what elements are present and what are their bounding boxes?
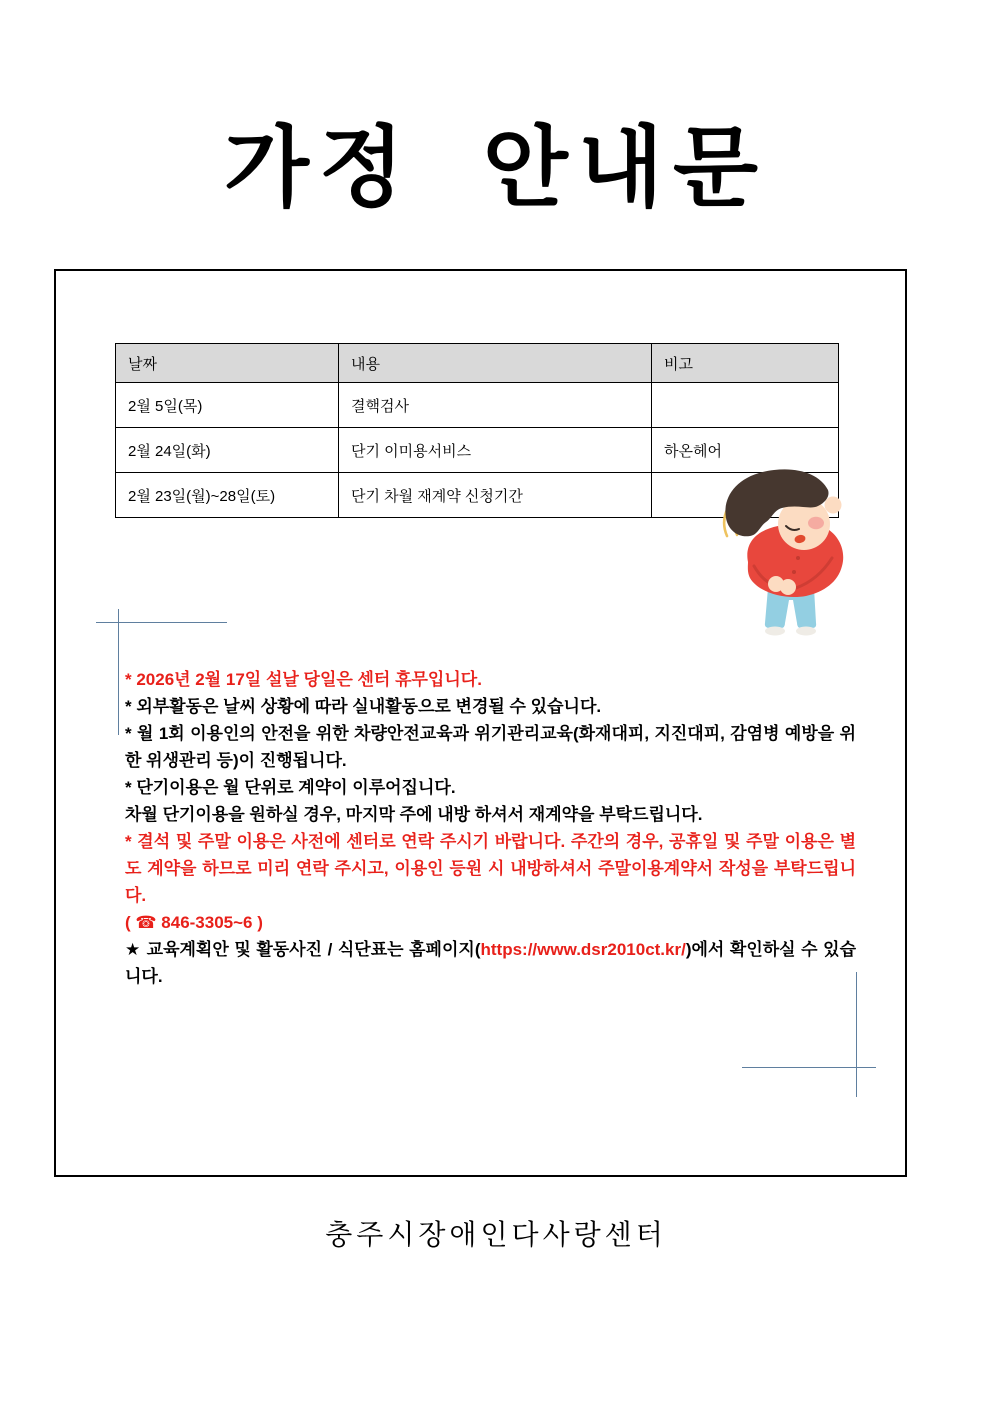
boy-shoe	[796, 627, 816, 636]
note-homepage	[125, 936, 856, 990]
center-name-footer: 충주시장애인다사랑센터	[325, 1220, 667, 1251]
cell-remark	[652, 383, 839, 428]
crop-mark-right-vertical	[856, 972, 857, 1097]
note-short-term: * 단기이용은 월 단위로 계약이 이루어집니다.	[125, 778, 456, 797]
page-title: 가정 안내문	[224, 118, 768, 217]
cell-content: 결핵검사	[339, 383, 652, 428]
table-row	[116, 383, 839, 428]
note-outdoor: * 외부활동은 날씨 상황에 따라 실내활동으로 변경될 수 있습니다.	[125, 697, 602, 716]
homepage-text-before: ★ 교육계획안 및 활동사진 / 식단표는 홈페이지(	[125, 940, 481, 959]
boy-blush	[808, 517, 824, 529]
note-recontract: 차월 단기이용을 원하실 경우, 마지막 주에 내방 하셔서 재계약을 부탁드립니다.	[125, 805, 703, 824]
cell-date: 2월 24일(화)	[116, 428, 339, 473]
note-phone-number: ( ☎ 846-3305~6 )	[125, 913, 263, 932]
boy-shoe	[765, 627, 785, 636]
homepage-link[interactable]: https://www.dsr2010ct.kr/	[480, 940, 686, 959]
boy-hand	[780, 579, 796, 595]
cell-date: 2월 5일(목)	[116, 383, 339, 428]
cell-remark: 하온헤어	[652, 428, 839, 473]
notes-section	[125, 666, 856, 990]
crop-mark-left-horizontal	[96, 622, 227, 623]
boy-ear	[825, 497, 842, 514]
note-holiday: * 2026년 2월 17일 설날 당일은 센터 휴무입니다.	[125, 670, 482, 689]
col-header-remark: 비고	[652, 344, 839, 383]
homepage-text-after: )에서 확인하실 수 있습니다.	[125, 940, 856, 986]
col-header-content: 내용	[339, 344, 652, 383]
crop-mark-left-vertical	[118, 609, 119, 735]
cell-content: 단기 차월 재계약 신청기간	[339, 473, 652, 518]
cell-content: 단기 이미용서비스	[339, 428, 652, 473]
note-safety: * 월 1회 이용인의 안전을 위한 차량안전교육과 위기관리교육(화재대피, 지진대피, 감염병 예방을 위한 위생관리 등)이 진행됩니다.	[125, 724, 856, 770]
table-header-row	[116, 344, 839, 383]
bowing-boy-illustration	[714, 466, 862, 642]
col-header-date: 날짜	[116, 344, 339, 383]
note-absence: * 결석 및 주말 이용은 사전에 센터로 연락 주시기 바랍니다. 주간의 경우, 공휴일 및 주말 이용은 별도 계약을 하므로 미리 연락 주시고, 이용인 등원 시 내방하셔서 주말이용계약서 작성을 부탁드립니다.	[125, 832, 856, 905]
cell-date: 2월 23일(월)~28일(토)	[116, 473, 339, 518]
